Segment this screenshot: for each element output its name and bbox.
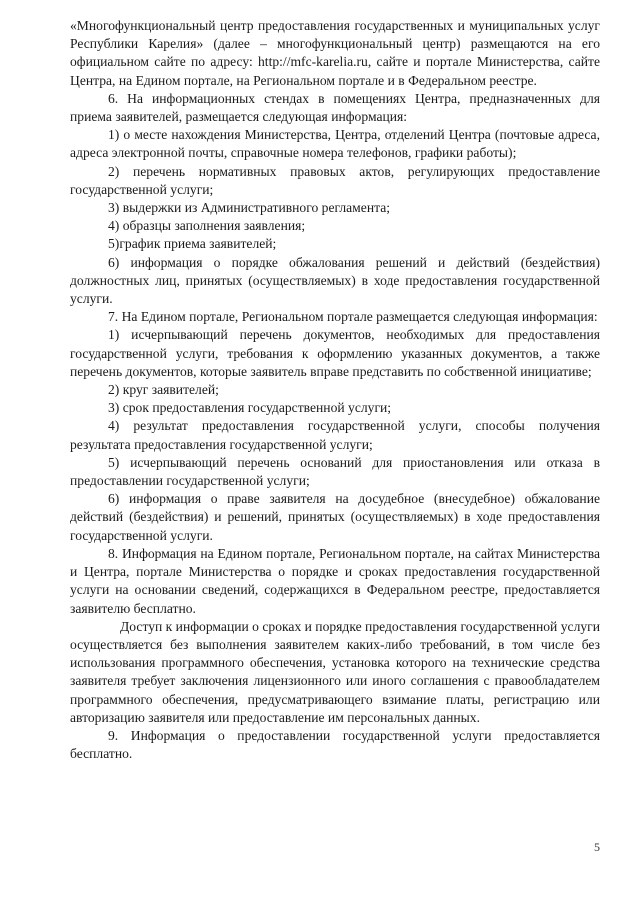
page-number: 5	[594, 840, 600, 854]
list-item: 5) исчерпывающий перечень оснований для приостановления или отказа в предоставлении государственной услуги;	[70, 454, 600, 489]
document-body	[70, 17, 600, 763]
paragraph: «Многофункциональный центр предоставления государственных и муниципальных услуг Республики Карелия» (далее – многофункциональный центр) размещаются на его официальном сайте по адресу: http://mfc-karelia.ru, сайте и портале Министерства, сайте Центра, на Едином портале, на Региональном портале и в Федеральном реестре.	[70, 18, 600, 88]
paragraph: Доступ к информации о сроках и порядке предоставления государственной услуги осуществляется без выполнения заявителем каких-либо требований, в том числе без использования программного обеспечения, установка которого на технические средства заявителя требует заключения лицензионного или иного соглашения с правообладателем программного обеспечения, предусматривающего взимание платы, регистрацию или авторизацию заявителя или предоставление им персональных данных.	[70, 618, 600, 725]
list-item: 1) о месте нахождения Министерства, Центра, отделений Центра (почтовые адреса, адреса электронной почты, справочные номера телефонов, графики работы);	[70, 127, 600, 161]
paragraph: 9. Информация о предоставлении государственной услуги предоставляется бесплатно.	[70, 727, 600, 762]
paragraph: 6. На информационных стендах в помещениях Центра, предназначенных для приема заявителей, размещается следующая информация:	[70, 90, 600, 125]
paragraph: 8. Информация на Едином портале, Региональном портале, на сайтах Министерства и Центра, портале Министерства о порядке и сроках предоставления государственной услуги на основании сведений, содержащихся в Федеральном реестре, предоставляется заявителю бесплатно.	[70, 545, 600, 616]
paragraph: 7. На Едином портале, Региональном портале размещается следующая информация:	[108, 309, 598, 325]
list-item: 6) информация о праве заявителя на досудебное (внесудебное) обжалование действий (бездействия) и решений, принятых (осуществляемых) в ходе предоставления государственной услуги.	[70, 491, 600, 543]
list-item: 3) срок предоставления государственной услуги;	[108, 400, 392, 416]
list-item: 2) круг заявителей;	[108, 382, 219, 398]
list-item: 4) образцы заполнения заявления;	[108, 218, 306, 234]
list-item: 5)график приема заявителей;	[108, 236, 277, 252]
list-item: 3) выдержки из Административного регламента;	[108, 200, 391, 216]
list-item: 2) перечень нормативных правовых актов, регулирующих предоставление государственной услуги;	[70, 163, 600, 197]
list-item: 6) информация о порядке обжалования решений и действий (бездействия) должностных лиц, принятых (осуществляемых) в ходе предоставления государственной услуги.	[70, 254, 600, 307]
list-item: 1) исчерпывающий перечень документов, необходимых для предоставления государственной услуги, требования к оформлению указанных документов, а также перечень документов, которые заявитель вправе представить по собственной инициативе;	[70, 327, 600, 379]
list-item: 4) результат предоставления государственной услуги, способы получения результата предоставления государственной услуги;	[70, 418, 600, 452]
